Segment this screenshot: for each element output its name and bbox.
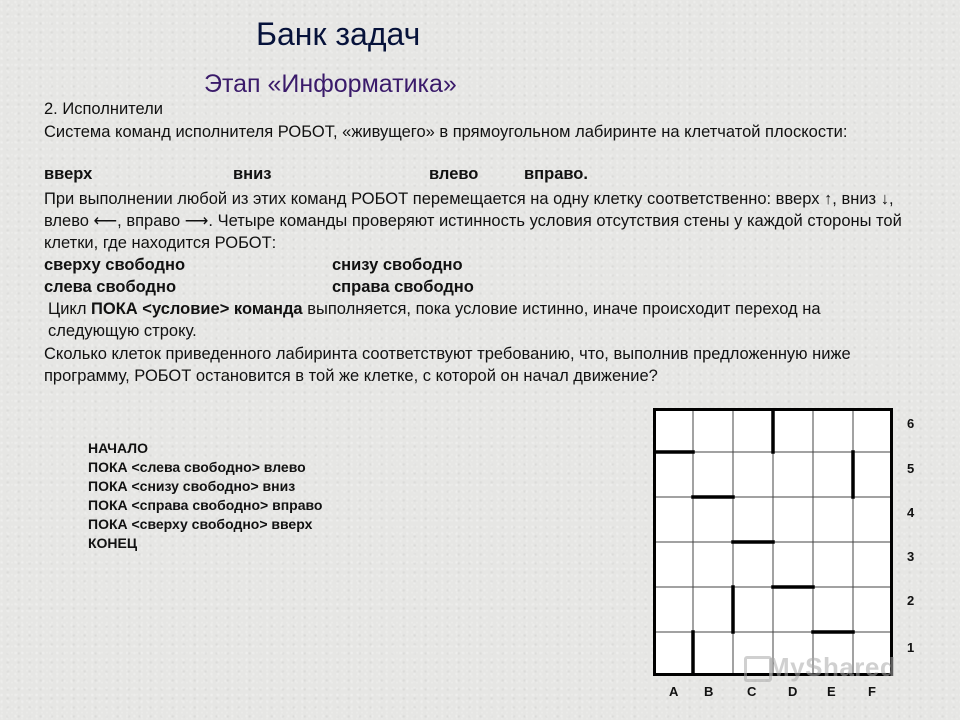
condition-left-free: слева свободно xyxy=(44,278,177,296)
row-label-2: 2 xyxy=(907,593,915,608)
command-left: влево xyxy=(429,165,479,183)
maze-grid xyxy=(653,408,893,676)
task-movement: При выполнении любой из этих команд РОБОТ перемещается на одну клетку соответственно: вверх ↑, вниз ↓, влево ⟵, вправо ⟶. Четыре команды проверяют истинность условия отсутствия стены у каждой стороны той клетки, где находится РОБОТ: xyxy=(44,190,902,252)
row-label-5: 5 xyxy=(907,461,915,476)
command-right: вправо. xyxy=(524,165,588,183)
loop-pre: Цикл xyxy=(48,300,92,318)
watermark-text: MyShared xyxy=(768,652,897,682)
condition-bottom-free: снизу свободно xyxy=(332,256,463,274)
command-down: вниз xyxy=(233,165,272,183)
program-line: ПОКА <сверху свободно> вверх xyxy=(88,516,313,532)
condition-list xyxy=(44,254,644,298)
col-label-b: B xyxy=(704,684,714,699)
page-subtitle: Этап «Информатика» xyxy=(204,70,457,98)
command-up: вверх xyxy=(44,165,93,183)
task-heading: 2. Исполнители xyxy=(44,100,164,118)
loop-bold: ПОКА <условие> команда xyxy=(91,300,303,318)
program-listing xyxy=(88,439,322,553)
task-intro: Система команд исполнителя РОБОТ, «живущего» в прямоугольном лабиринте на клетчатой плоскости: xyxy=(44,123,848,141)
col-label-d: D xyxy=(788,684,798,699)
col-label-f: F xyxy=(868,684,876,699)
program-line: КОНЕЦ xyxy=(88,535,138,551)
row-label-1: 1 xyxy=(907,640,915,655)
program-line: НАЧАЛО xyxy=(88,440,148,456)
loop-post: выполняется, пока условие истинно, иначе происходит переход на следующую строку. xyxy=(48,300,821,340)
col-label-c: C xyxy=(747,684,757,699)
program-line: ПОКА <справа свободно> вправо xyxy=(88,497,323,513)
task-question: Сколько клеток приведенного лабиринта соответствуют требованию, что, выполнив предложенную ниже программу, РОБОТ остановится в той же клетке, с которой он начал движение? xyxy=(44,345,851,385)
row-label-4: 4 xyxy=(907,505,915,520)
col-label-a: A xyxy=(669,684,679,699)
page-title: Банк задач xyxy=(256,16,421,52)
row-label-6: 6 xyxy=(907,416,915,431)
program-line: ПОКА <снизу свободно> вниз xyxy=(88,478,296,494)
row-label-3: 3 xyxy=(907,549,915,564)
program-line: ПОКА <слева свободно> влево xyxy=(88,459,306,475)
task-loop xyxy=(48,298,908,342)
col-label-e: E xyxy=(827,684,836,699)
condition-right-free: справа свободно xyxy=(332,278,474,296)
condition-top-free: сверху свободно xyxy=(44,256,186,274)
